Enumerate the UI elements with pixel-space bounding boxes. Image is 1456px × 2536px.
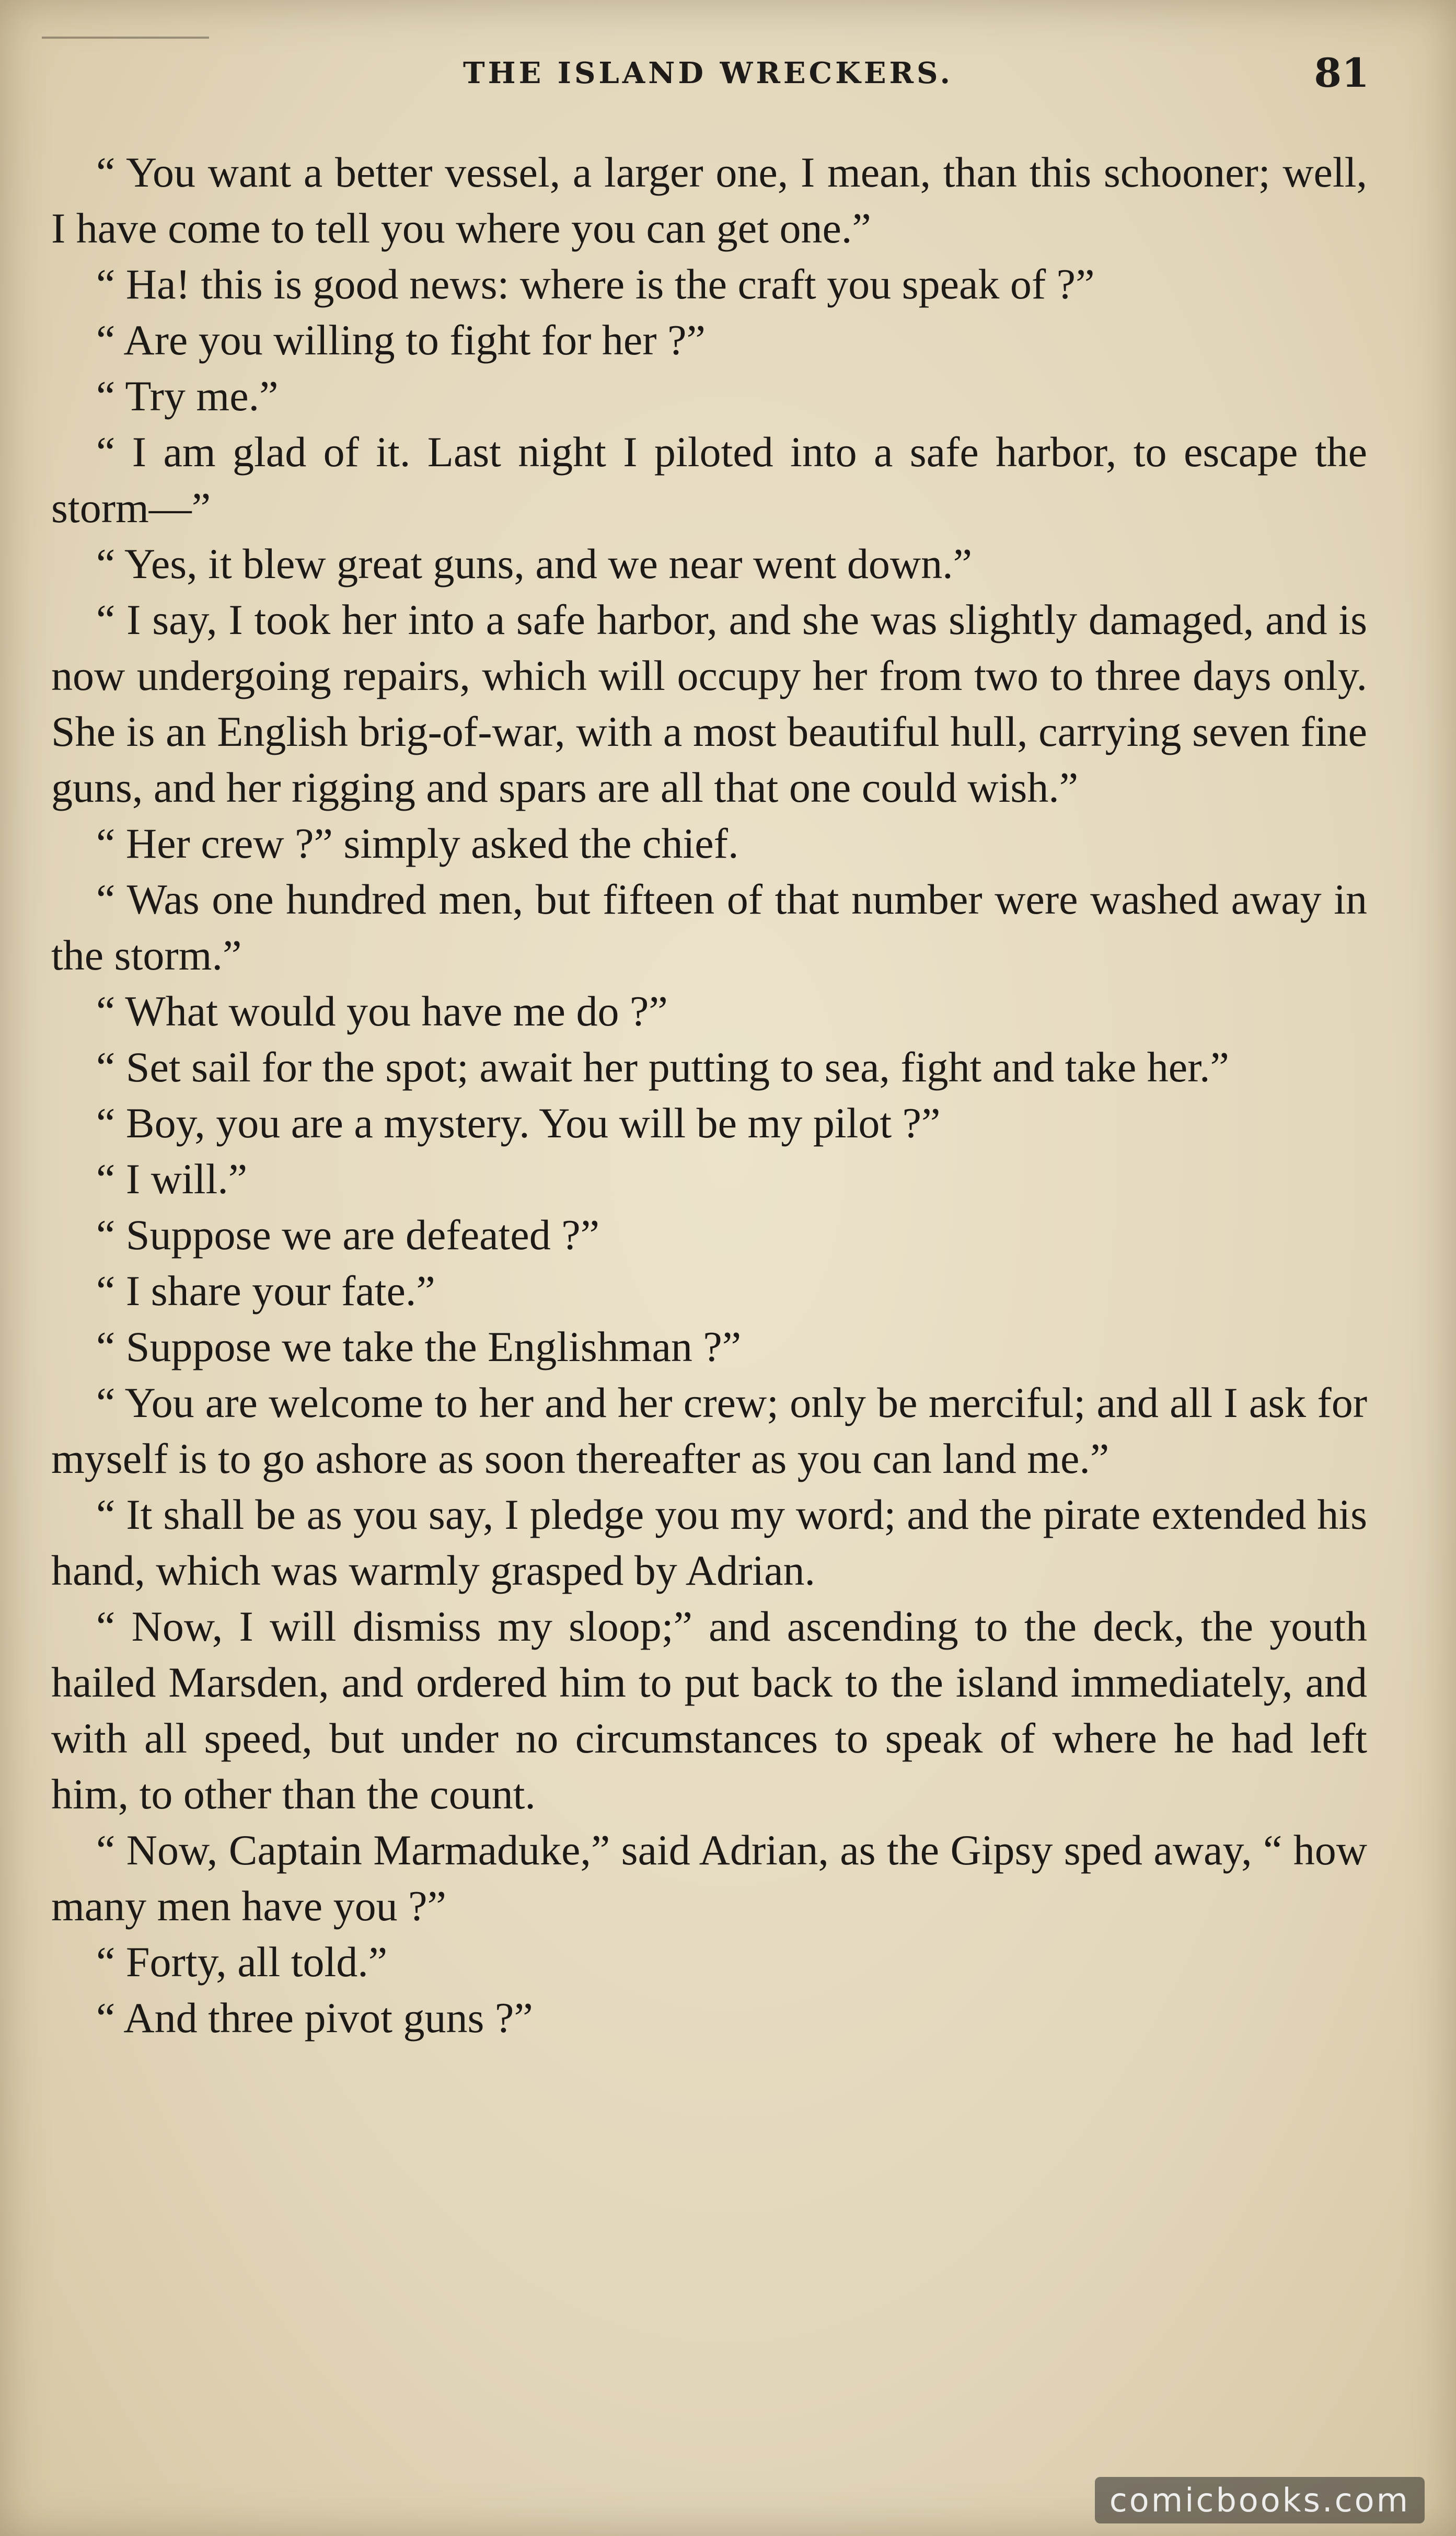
paragraph: “ And three pivot guns ?”: [96, 1994, 533, 2042]
paragraph: “ What would you have me do ?”: [96, 987, 668, 1035]
paragraph: “ Are you willing to fight for her ?”: [96, 316, 706, 364]
paragraph: “ Ha! this is good news: where is the craft you speak of ?”: [96, 260, 1095, 308]
paragraph: “ Boy, you are a mystery. You will be my pilot ?”: [96, 1099, 941, 1147]
paragraph: “ Forty, all told.”: [96, 1938, 388, 1986]
page-number: 81: [1314, 50, 1369, 96]
paragraph: “ Try me.”: [96, 372, 279, 420]
paragraph: “ I am glad of it. Last night I piloted into a safe harbor, to escape the storm—”: [51, 428, 1367, 532]
paragraph: “ Suppose we are defeated ?”: [96, 1211, 599, 1259]
paragraph: “ You want a better vessel, a larger one, I mean, than this schooner; well, I have come to tell you where you can get one.”: [51, 148, 1367, 252]
paragraph: “ I share your fate.”: [96, 1267, 435, 1315]
paragraph: “ Now, Captain Marmaduke,” said Adrian, as the Gipsy sped away, “ how many men have you ?”: [51, 1826, 1367, 1930]
paragraph: “ Was one hundred men, but fifteen of that number were washed away in the storm.”: [51, 875, 1367, 979]
body-text: [51, 144, 1367, 2046]
running-head: THE ISLAND WRECKERS.: [463, 56, 953, 90]
paragraph: “ You are welcome to her and her crew; only be merciful; and all I ask for myself is to go ashore as soon thereafter as you can land me.”: [51, 1379, 1367, 1482]
paragraph: “ Suppose we take the Englishman ?”: [96, 1323, 742, 1370]
paragraph: “ I will.”: [96, 1155, 248, 1203]
paragraph: “ Yes, it blew great guns, and we near went down.”: [96, 540, 973, 587]
paragraph: “ It shall be as you say, I pledge you my word; and the pirate extended his hand, which was warmly grasped by Adrian.: [51, 1491, 1367, 1594]
paragraph: “ Set sail for the spot; await her putting to sea, fight and take her.”: [96, 1043, 1229, 1091]
watermark: comicbooks.com: [1095, 2477, 1425, 2523]
page-header: [47, 42, 1369, 105]
paragraph: “ I say, I took her into a safe harbor, and she was slightly damaged, and is now undergoing repairs, which will occupy her from two to three days only. She is an English brig-of-war, with a most beautiful hull, carrying seven fine guns, and her rigging and spars are all that one could wish.”: [51, 596, 1367, 811]
paragraph: “ Her crew ?” simply asked the chief.: [96, 820, 739, 867]
top-rule-mark: [42, 37, 209, 39]
paragraph: “ Now, I will dismiss my sloop;” and ascending to the deck, the youth hailed Marsden, and ordered him to put back to the island immediately, and with all speed, but under no circumstances to speak of where he had left him, to other than the count.: [51, 1603, 1367, 1818]
